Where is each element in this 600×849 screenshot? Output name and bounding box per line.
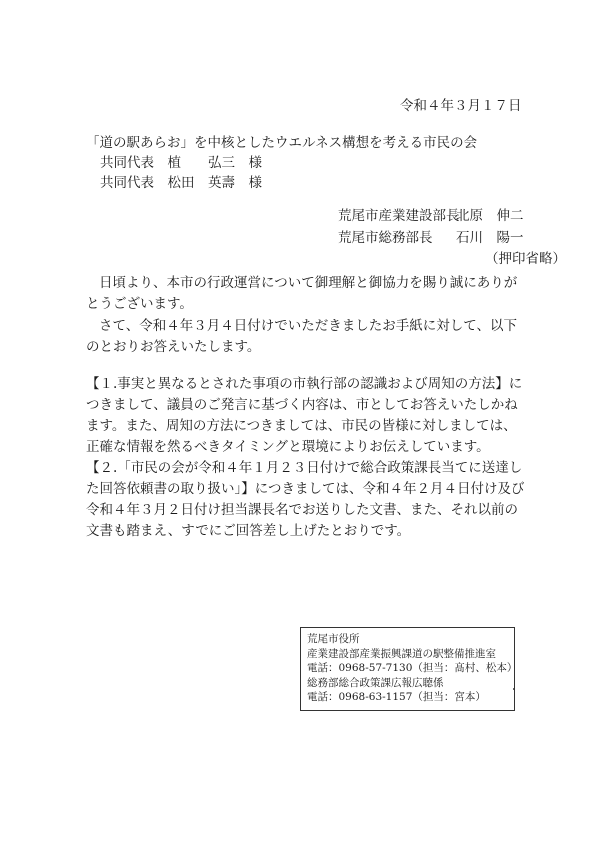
addressee-representative-1: 共同代表 植 弘三 様 <box>100 155 262 171</box>
document-date: 令和４年３月１７日 <box>400 98 522 114</box>
greeting-paragraph: 日頃より、本市の行政運営について御理解と御協力を賜り誠にありがとうございます。 <box>86 275 518 312</box>
answer-item-1: 【１.事実と異なるとされた事項の市執行部の認識および周知の方法】につきまして、議員のご発言に基づく内容は、市としてお答えいたしかねます。また、周知の方法につきましては、市民の皆様に対しましては、正確な情報を然るべきタイミングと環境によりお伝えしています。 <box>86 376 523 455</box>
contact-department-2: 総務部総合政策課広報広聴係 <box>307 676 444 689</box>
answer-item-2: 【２.「市民の会が令和４年１月２３日付けで総合政策課長当てに送達した回答依頼書の取り扱い」】につきましては、令和４年２月４日付け及び令和４年３月２日付け担当課長名でお送りした文書、また、それ以前の文書も踏まえ、すでにご回答差し上げたとおりです。 <box>86 460 525 539</box>
addressee-representative-2: 共同代表 松田 英壽 様 <box>100 175 262 191</box>
intro-paragraph: さて、令和４年３月４日付けでいただきましたお手紙に対して、以下のとおりお答えいたします。 <box>86 318 517 355</box>
seal-omitted-note: （押印省略） <box>485 251 566 267</box>
sender-row <box>338 228 524 248</box>
addressee-organization: 「道の駅あらお」を中核としたウエルネス構想を考える市民の会 <box>86 135 478 151</box>
contact-department-1: 産業建設部産業振興課道の駅整備推進室 <box>307 647 496 660</box>
contact-phone-2: 電話：0968-63-1157（担当：宮本） <box>307 691 486 703</box>
sender-name: 石川 陽一 <box>456 230 524 246</box>
contact-phone-1: 電話：0968-57-7130（担当：髙村、松本） <box>307 662 518 674</box>
sender-department: 荒尾市産業建設部長 <box>338 208 460 224</box>
contact-organization: 荒尾市役所 <box>307 633 360 645</box>
scan-speck <box>513 688 515 690</box>
sender-row <box>338 206 524 226</box>
contact-info-box <box>300 627 518 711</box>
sender-department: 荒尾市総務部長 <box>338 230 433 246</box>
sender-name: 北原 伸二 <box>456 208 524 224</box>
